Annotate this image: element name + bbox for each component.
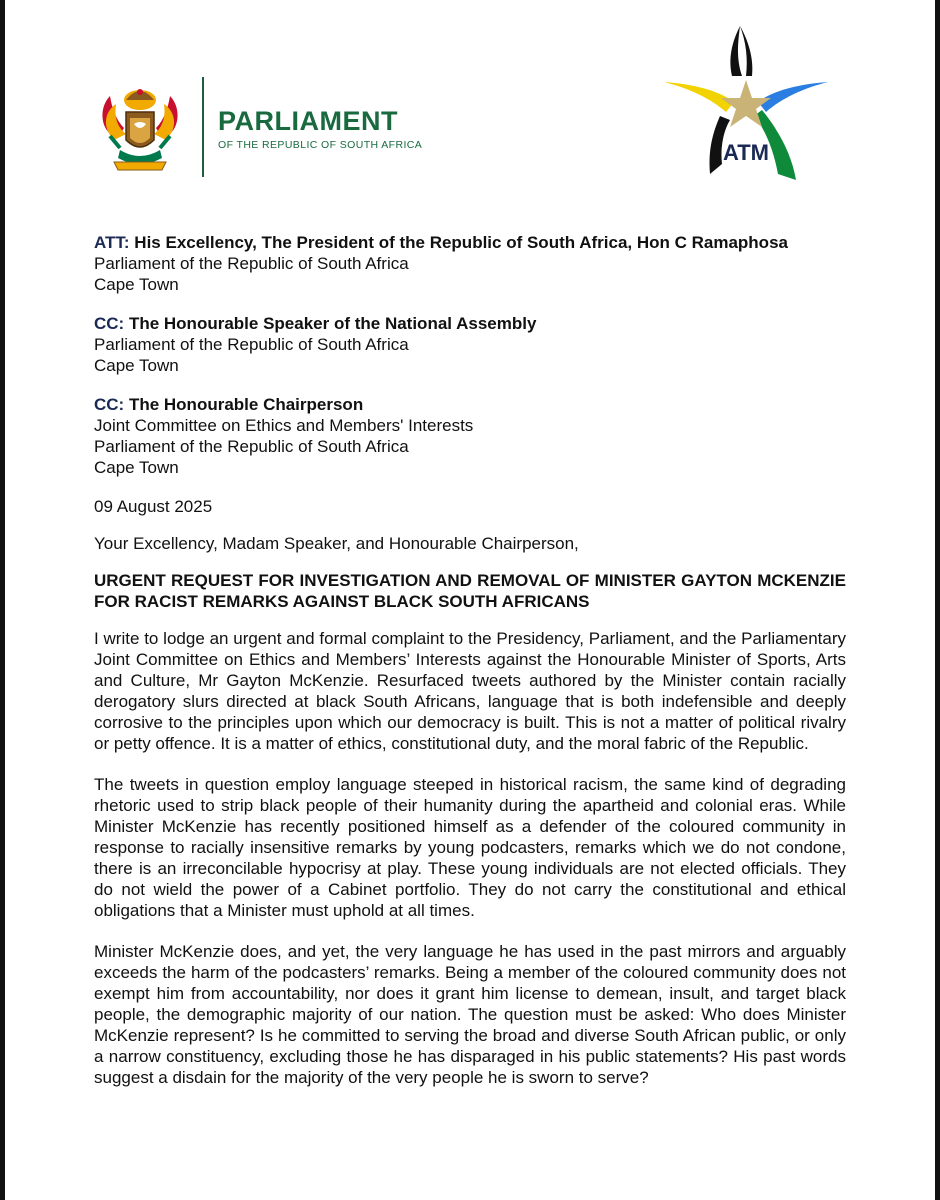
parliament-subtitle: OF THE REPUBLIC OF SOUTH AFRICA xyxy=(218,139,423,151)
recipient-name: The Honourable Chairperson xyxy=(128,395,364,414)
recipient-name: The Honourable Speaker of the National Assembly xyxy=(128,314,537,333)
recipient-att xyxy=(94,232,846,295)
letter-body xyxy=(94,232,846,1108)
address-line: Cape Town xyxy=(94,356,179,375)
recipient-name: His Excellency, The President of the Republic of South Africa, Hon C Ramaphosa xyxy=(134,233,788,252)
recipient-cc-chairperson xyxy=(94,394,846,478)
address-line: Cape Town xyxy=(94,275,179,294)
recipient-label: CC: xyxy=(94,395,125,414)
address-line: Parliament of the Republic of South Africa xyxy=(94,437,409,456)
body-paragraph: The tweets in question employ language steeped in historical racism, the same kind of degrading rhetoric used to strip black people of their humanity during the apartheid and colonial eras. While Minister McKenzie has recently positioned himself as a defender of the coloured community in response to racially insensitive remarks by young podcasters, remarks which we do not condone, there is an irreconcilable hypocrisy at play. These young individuals are not elected officials. They do not wield the power of a Cabinet portfolio. They do not carry the constitutional and ethical obligations that a Minister must uphold at all times. xyxy=(94,775,846,920)
recipient-label: ATT: xyxy=(94,233,130,252)
letterhead-divider xyxy=(202,77,204,177)
atm-star-icon xyxy=(662,24,830,180)
letter-date: 09 August 2025 xyxy=(94,497,213,516)
salutation: Your Excellency, Madam Speaker, and Honourable Chairperson, xyxy=(94,534,579,553)
parliament-title: PARLIAMENT xyxy=(218,106,398,136)
atm-logo-text: ATM xyxy=(722,140,770,165)
address-line: Joint Committee on Ethics and Members' Interests xyxy=(94,416,474,435)
recipient-label: CC: xyxy=(94,314,125,333)
body-paragraph: Minister McKenzie does, and yet, the very language he has used in the past mirrors and arguably exceeds the harm of the podcasters’ remarks. Being a member of the coloured community does not exempt him from accountability, nor does it grant him license to demean, insult, and target black people, the demographic majority of our nation. The question must be asked: Who does Minister McKenzie represent? Is he committed to serving the broad and diverse South African public, or only a narrow constituency, excluding those he has disparaged in his public statements? His past words suggest a disdain for the majority of the very people he is sworn to serve? xyxy=(94,942,846,1087)
body-paragraph: I write to lodge an urgent and formal complaint to the Presidency, Parliament, and the Parliamentary Joint Committee on Ethics and Members’ Interests against the Honourable Minister of Sports, Arts and Culture, Mr Gayton McKenzie. Resurfaced tweets authored by the Minister contain racially derogatory slurs directed at black South Africans, language that is both indefensible and deeply corrosive to the principles upon which our democracy is built. This is not a matter of political rivalry or petty offence. It is a matter of ethics, constitutional duty, and the moral fabric of the Republic. xyxy=(94,629,846,753)
address-line: Parliament of the Republic of South Africa xyxy=(94,254,409,273)
parliament-wordmark xyxy=(218,106,422,151)
south-africa-coat-of-arms-icon xyxy=(90,78,190,178)
address-line: Cape Town xyxy=(94,458,179,477)
letterhead xyxy=(0,0,940,210)
recipient-cc-speaker xyxy=(94,313,846,376)
address-line: Parliament of the Republic of South Africa xyxy=(94,335,409,354)
subject-line: URGENT REQUEST FOR INVESTIGATION AND REMOVAL OF MINISTER GAYTON MCKENZIE FOR RACIST REMARKS AGAINST BLACK SOUTH AFRICANS xyxy=(94,571,846,611)
